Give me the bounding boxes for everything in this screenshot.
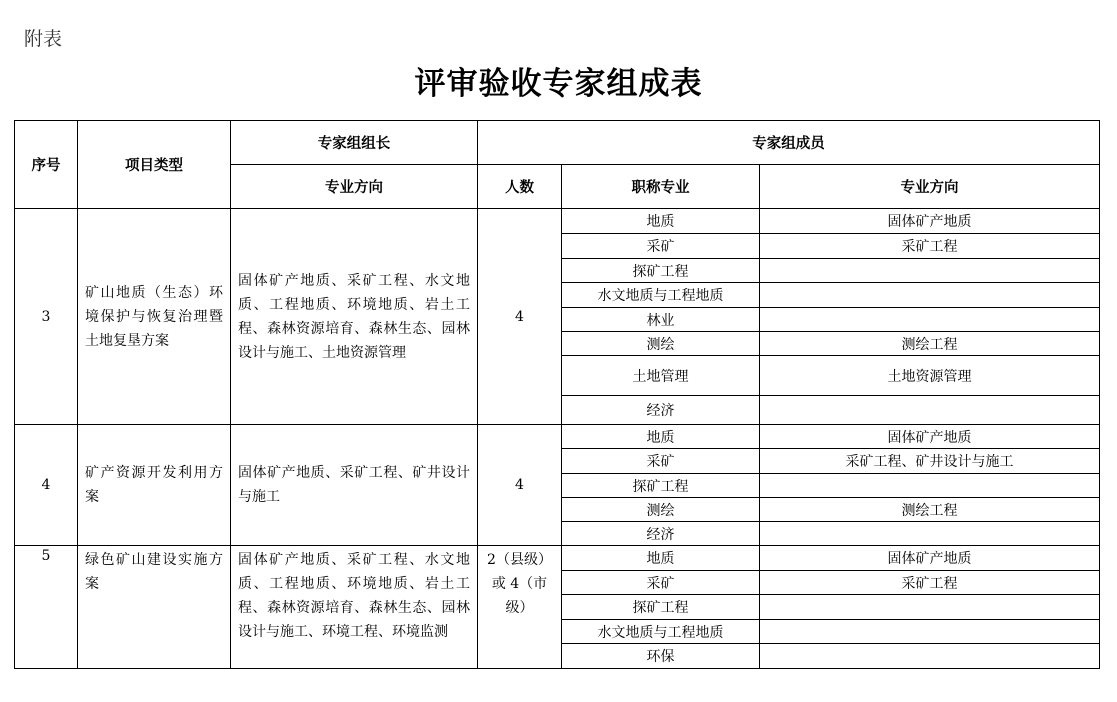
member-direction: 采矿工程、矿井设计与施工 [760, 449, 1100, 474]
member-title: 环保 [562, 644, 760, 669]
row-project-type: 绿色矿山建设实施方案 [78, 546, 231, 669]
member-title: 采矿 [562, 571, 760, 595]
row-project-type: 矿山地质（生态）环境保护与恢复治理暨土地复垦方案 [78, 209, 231, 425]
member-direction [760, 396, 1100, 425]
member-title: 测绘 [562, 498, 760, 522]
table-row [15, 425, 1100, 449]
row-index: 5 [15, 546, 78, 669]
header-row-1 [15, 121, 1100, 165]
page-title: 评审验收专家组成表 [414, 66, 703, 102]
header-index: 序号 [15, 121, 78, 209]
member-title: 测绘 [562, 332, 760, 356]
member-direction [760, 620, 1100, 644]
member-direction [760, 522, 1100, 546]
row-project-type: 矿产资源开发利用方案 [78, 425, 231, 546]
table-row [15, 546, 1100, 571]
row-leader-direction: 固体矿产地质、采矿工程、水文地质、工程地质、环境地质、岩土工程、森林资源培育、森林生态、园林设计与施工、土地资源管理 [231, 209, 478, 425]
member-title: 采矿 [562, 234, 760, 259]
header-leader-direction: 专业方向 [231, 165, 478, 209]
table-row [15, 209, 1100, 234]
expert-table [14, 120, 1100, 669]
row-index: 4 [15, 425, 78, 546]
row-count: 2（县级）或 4（市级） [478, 546, 562, 669]
row-count: 4 [478, 425, 562, 546]
member-direction [760, 283, 1100, 308]
member-direction: 采矿工程 [760, 571, 1100, 595]
member-title: 探矿工程 [562, 474, 760, 498]
header-count: 人数 [478, 165, 562, 209]
member-title: 经济 [562, 396, 760, 425]
member-title: 地质 [562, 425, 760, 449]
member-title: 林业 [562, 308, 760, 332]
member-title: 地质 [562, 209, 760, 234]
member-title: 水文地质与工程地质 [562, 283, 760, 308]
header-project-type: 项目类型 [78, 121, 231, 209]
member-direction [760, 308, 1100, 332]
member-direction: 固体矿产地质 [760, 209, 1100, 234]
member-direction [760, 259, 1100, 283]
member-direction: 测绘工程 [760, 498, 1100, 522]
member-title: 经济 [562, 522, 760, 546]
row-leader-direction: 固体矿产地质、采矿工程、水文地质、工程地质、环境地质、岩土工程、森林资源培育、森林生态、园林设计与施工、环境工程、环境监测 [231, 546, 478, 669]
header-leader-group: 专家组组长 [231, 121, 478, 165]
header-member-direction: 专业方向 [760, 165, 1100, 209]
row-count: 4 [478, 209, 562, 425]
row-index: 3 [15, 209, 78, 425]
attachment-label: 附表 [24, 28, 63, 50]
header-members-group: 专家组成员 [478, 121, 1100, 165]
member-direction [760, 474, 1100, 498]
member-title: 探矿工程 [562, 595, 760, 620]
member-direction [760, 644, 1100, 669]
member-title: 探矿工程 [562, 259, 760, 283]
member-title: 地质 [562, 546, 760, 571]
member-direction: 土地资源管理 [760, 356, 1100, 396]
member-direction: 固体矿产地质 [760, 425, 1100, 449]
member-direction: 测绘工程 [760, 332, 1100, 356]
header-title-specialty: 职称专业 [562, 165, 760, 209]
member-title: 水文地质与工程地质 [562, 620, 760, 644]
row-leader-direction: 固体矿产地质、采矿工程、矿井设计与施工 [231, 425, 478, 546]
member-direction: 固体矿产地质 [760, 546, 1100, 571]
member-direction [760, 595, 1100, 620]
member-title: 采矿 [562, 449, 760, 474]
member-title: 土地管理 [562, 356, 760, 396]
member-direction: 采矿工程 [760, 234, 1100, 259]
